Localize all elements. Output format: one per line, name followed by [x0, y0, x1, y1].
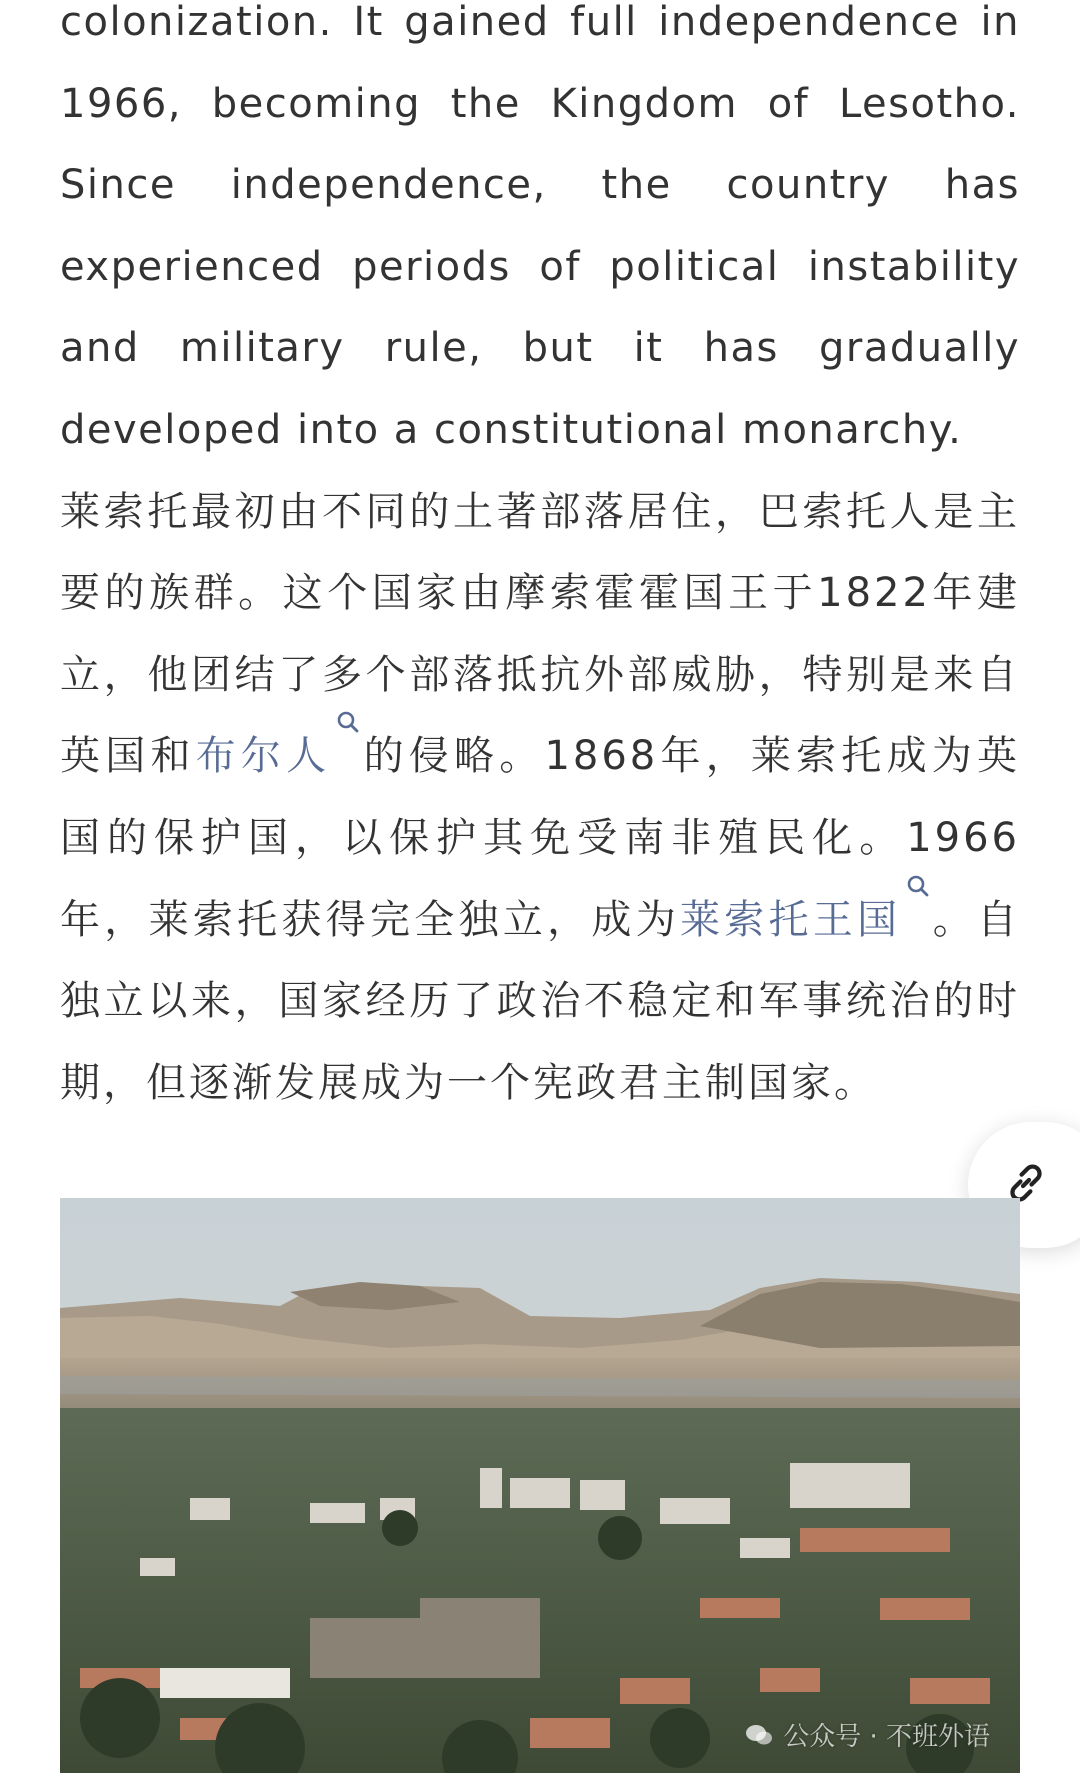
search-icon[interactable]	[335, 710, 361, 736]
wechat-icon	[745, 1723, 773, 1747]
link-kingdom-of-lesotho-label[interactable]: 莱索托王国	[680, 896, 902, 943]
link-boer-people[interactable]	[196, 733, 362, 779]
chinese-paragraph	[60, 472, 1020, 1125]
zh-text-part-2: 的侵略。1868年，莱索托成为英国的保护国，以保护其免受南非殖民化。1966年，莱索托获得完全独立，成为	[60, 733, 1021, 943]
link-kingdom-of-lesotho[interactable]	[680, 897, 931, 943]
watermark-text: 公众号 · 不班外语	[783, 1722, 990, 1752]
english-paragraph: colonization. It gained full independence in 1966, becoming the Kingdom of Lesotho. Since independence, the country has experienced periods of political instability and military rule, but it has gradually developed into a constitutional monarchy.	[60, 0, 1020, 453]
link-boer-people-label[interactable]: 布尔人	[195, 733, 332, 780]
maseru-landscape-photo	[60, 1198, 1020, 1773]
article-body	[60, 0, 1020, 1124]
watermark	[745, 1716, 990, 1753]
zh-text-part-1: 莱索托最初由不同的土著部落居住，巴索托人是主要的族群。这个国家由摩索霍霍国王于1822年建立，他团结了多个部落抵抗外部威胁，特别是来自英国和	[60, 488, 1020, 780]
search-icon[interactable]	[905, 874, 931, 900]
zh-text-part-3: 。自独立以来，国家经历了政治不稳定和军事统治的时期，但逐渐发展成为一个宪政君主制国家。	[60, 896, 1021, 1106]
